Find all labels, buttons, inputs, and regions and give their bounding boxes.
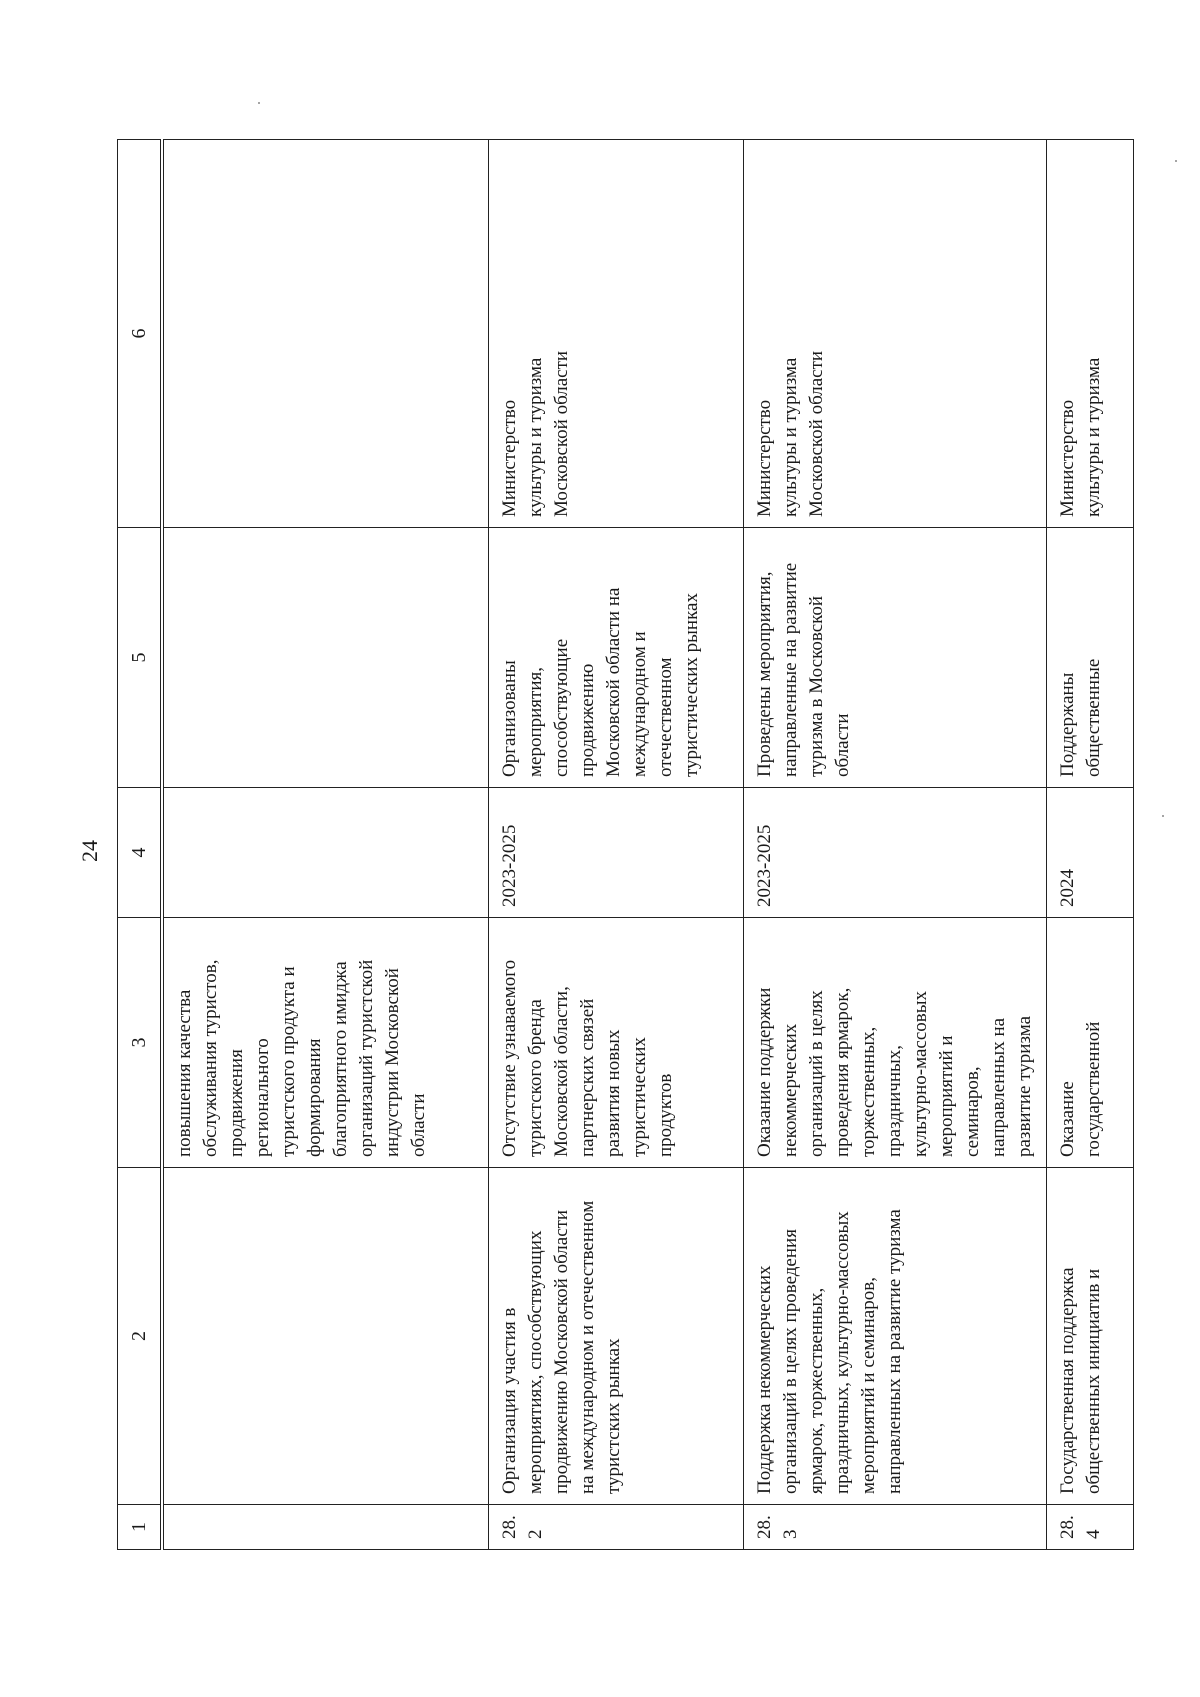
header-cell: 1: [118, 1505, 163, 1550]
cell-measure: Организация участия в мероприятиях, способствующих продвижению Московской области на международном и отечественном туристских рынках: [489, 1168, 744, 1505]
scan-speck: [258, 102, 260, 104]
cell-measure: [162, 1168, 489, 1505]
header-cell: 3: [118, 918, 163, 1168]
header-cell: 5: [118, 528, 163, 788]
cell-number: 28.3: [744, 1505, 1047, 1550]
cell-number: [162, 1505, 489, 1550]
table-row-continuation: [162, 140, 489, 1550]
header-cell: 6: [118, 140, 163, 528]
cell-problem: Отсутствие узнаваемого туристского бренда Московской области, партнерских связей развития новых туристических продуктов: [489, 918, 744, 1168]
cell-problem: Оказание государственной: [1047, 918, 1134, 1168]
cell-responsible: Министерство культуры и туризма Московской области: [744, 140, 1047, 528]
rotated-table-wrapper: [117, 140, 1104, 1550]
cell-problem: повышения качества обслуживания туристов, продвижения регионального туристского продукта и формирования благоприятного имиджа организаций туристской индустрии Московской области: [162, 918, 489, 1168]
plan-table: [117, 139, 1134, 1550]
cell-responsible: [162, 140, 489, 528]
scan-speck: [1162, 815, 1164, 817]
table-row-28-2: [489, 140, 744, 1550]
cell-result: Проведены мероприятия, направленные на развитие туризма в Московской области: [744, 528, 1047, 788]
cell-number: 28.2: [489, 1505, 744, 1550]
cell-result: [162, 528, 489, 788]
table-row-28-4: [1047, 140, 1134, 1550]
cell-responsible: Министерство культуры и туризма Московской области: [489, 140, 744, 528]
cell-period: 2024: [1047, 788, 1134, 918]
scan-speck: [1175, 160, 1177, 162]
header-row: [118, 140, 163, 1550]
cell-responsible: Министерство культуры и туризма: [1047, 140, 1134, 528]
header-cell: 2: [118, 1168, 163, 1505]
cell-problem: Оказание поддержки некоммерческих организаций в целях проведения ярмарок, торжественных, праздничных, культурно-массовых мероприятий и семинаров, направленных на развитие туризма: [744, 918, 1047, 1168]
cell-measure: Поддержка некоммерческих организаций в целях проведения ярмарок, торжественных, праздничных, культурно-массовых мероприятий и семинаров, направленных на развитие туризма: [744, 1168, 1047, 1505]
cell-result: Организованы мероприятия, способствующие продвижению Московской области на международном и отечественном туристических рынках: [489, 528, 744, 788]
cell-period: 2023-2025: [489, 788, 744, 918]
cell-measure: Государственная поддержка общественных инициатив и: [1047, 1168, 1134, 1505]
table-row-28-3: [744, 140, 1047, 1550]
cell-number: 28.4: [1047, 1505, 1134, 1550]
page-number: 24: [77, 840, 102, 862]
cell-period: [162, 788, 489, 918]
cell-period: 2023-2025: [744, 788, 1047, 918]
cell-result: Поддержаны общественные: [1047, 528, 1134, 788]
header-cell: 4: [118, 788, 163, 918]
